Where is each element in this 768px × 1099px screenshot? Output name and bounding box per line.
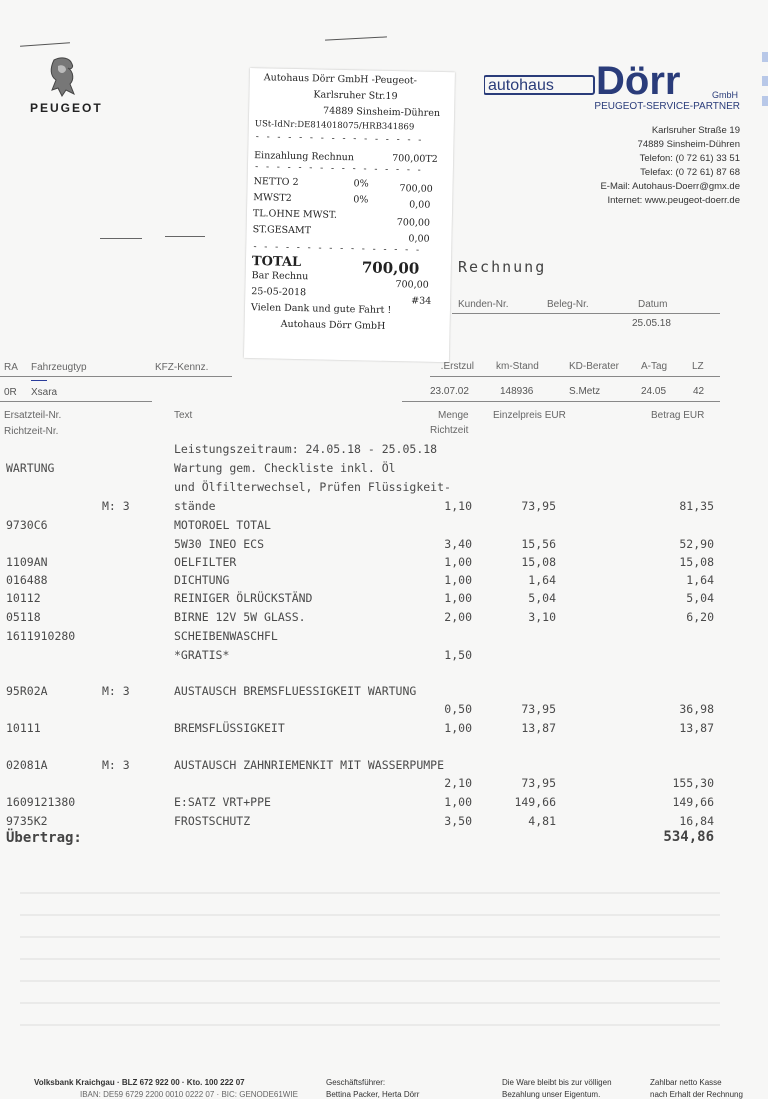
line-item-text: AUSTAUSCH ZAHNRIEMENKIT MIT WASSERPUMPE bbox=[174, 758, 445, 772]
line-item-betrag: 155,30 bbox=[672, 776, 714, 790]
receipt-thanks: Vielen Dank und gute Fahrt ! bbox=[250, 302, 392, 317]
line-item-betrag: 6,20 bbox=[686, 610, 714, 624]
line-item-code: 05118 bbox=[6, 610, 41, 624]
vv-or: 0R bbox=[4, 387, 17, 398]
line-item-preis: 73,95 bbox=[521, 702, 556, 716]
line-item-betrag: 52,90 bbox=[679, 537, 714, 551]
line-item-betrag: 81,35 bbox=[679, 499, 714, 513]
line-item-preis: 4,81 bbox=[528, 814, 556, 828]
line-item-text: AUSTAUSCH BREMSFLUESSIGKEIT WARTUNG bbox=[174, 684, 417, 698]
receipt-head-line: USt-IdNr:DE814018075/HRB341869 bbox=[254, 119, 415, 133]
address-line: Internet: www.peugeot-doerr.de bbox=[607, 195, 740, 206]
receipt-netto-pct: 0% bbox=[353, 178, 369, 190]
line-item-preis: 15,08 bbox=[521, 555, 556, 569]
line-item-betrag: 149,66 bbox=[672, 795, 714, 809]
line-item-m: M: 3 bbox=[102, 758, 130, 772]
line-item-code: 9735K2 bbox=[6, 814, 48, 828]
receipt-total-value: 700,00 bbox=[361, 258, 420, 278]
line-item-menge: 2,10 bbox=[444, 776, 472, 790]
meta-header-kunden: Kunden-Nr. bbox=[458, 299, 509, 310]
edge-mark bbox=[762, 96, 768, 106]
receipt-ohne-label: TL.OHNE MWST. bbox=[252, 208, 338, 221]
vh-km: km-Stand bbox=[496, 361, 539, 372]
line-item-code: 016488 bbox=[6, 573, 48, 587]
vv-lz: 42 bbox=[693, 386, 705, 397]
address-line: 74889 Sinsheim-Dühren bbox=[637, 139, 740, 150]
line-item-text: FROSTSCHUTZ bbox=[174, 814, 251, 828]
line-item-betrag: 13,87 bbox=[679, 721, 714, 735]
line-item-preis: 3,10 bbox=[528, 610, 556, 624]
line-item-preis: 15,56 bbox=[521, 537, 556, 551]
divider bbox=[452, 313, 720, 314]
line-item-betrag: 15,08 bbox=[679, 555, 714, 569]
col-ersatz: Ersatzteil-Nr. bbox=[4, 410, 62, 421]
line-item-preis: 149,66 bbox=[514, 795, 556, 809]
receipt-divider: - - - - - - - - - - - - - - - - bbox=[252, 242, 421, 256]
line-item-text: DICHTUNG bbox=[174, 573, 230, 587]
receipt-gesamt-label: ST.GESAMT bbox=[252, 224, 312, 237]
receipt-date: 25-05-2018 bbox=[251, 286, 307, 299]
line-item-m: M: 3 bbox=[102, 684, 130, 698]
receipt-gesamt-value: 0,00 bbox=[408, 233, 430, 245]
col-einzelpreis: Einzelpreis EUR bbox=[493, 410, 566, 421]
divider bbox=[430, 376, 720, 377]
line-item-preis: 73,95 bbox=[521, 499, 556, 513]
receipt-bar-value: 700,00 bbox=[395, 279, 429, 291]
vh-ra: RA bbox=[4, 362, 18, 373]
receipt-head-line: Autohaus Dörr GmbH -Peugeot- bbox=[263, 72, 417, 87]
line-item-preis: 13,87 bbox=[521, 721, 556, 735]
peugeot-wordmark: PEUGEOT bbox=[30, 101, 103, 115]
line-item-menge: 2,00 bbox=[444, 610, 472, 624]
line-item-code: 95R02A bbox=[6, 684, 48, 698]
receipt-number: #34 bbox=[411, 295, 432, 307]
line-item-text: SCHEIBENWASCHFL bbox=[174, 629, 278, 643]
vv-atag: 24.05 bbox=[641, 386, 667, 397]
svg-text:GmbH: GmbH bbox=[712, 90, 739, 100]
line-item-text: OELFILTER bbox=[174, 555, 237, 569]
line-item-menge: 1,00 bbox=[444, 573, 472, 587]
col-text: Text bbox=[174, 410, 193, 421]
line-item-code: 1109AN bbox=[6, 555, 48, 569]
line-item-menge: 1,10 bbox=[444, 499, 472, 513]
divider bbox=[0, 376, 232, 377]
vh-fahrzeugtyp: Fahrzeugtyp bbox=[31, 362, 87, 373]
peugeot-lion-logo bbox=[44, 56, 84, 98]
vh-kd: KD-Berater bbox=[569, 361, 620, 372]
receipt-divider: - - - - - - - - - - - - - - - - bbox=[253, 162, 422, 176]
receipt-mwst-value: 0,00 bbox=[409, 199, 431, 211]
line-item-m: M: 3 bbox=[102, 499, 130, 513]
receipt-mwst-pct: 0% bbox=[353, 194, 369, 206]
receipt-einzahlung-label: Einzahlung Rechnun bbox=[254, 150, 355, 164]
vv-type: Xsara bbox=[31, 387, 58, 398]
footer-zahlbar2: nach Erhalt der Rechnung bbox=[650, 1090, 743, 1099]
vv-zul: 23.07.02 bbox=[430, 386, 469, 397]
invoice-title: Rechnung bbox=[458, 258, 547, 276]
address-line: Karlsruher Straße 19 bbox=[651, 125, 740, 136]
autohaus-doerr-logo bbox=[484, 50, 754, 102]
divider bbox=[0, 401, 152, 402]
cash-receipt bbox=[244, 68, 455, 362]
meta-header-datum: Datum bbox=[638, 299, 668, 310]
line-item-preis: 73,95 bbox=[521, 776, 556, 790]
receipt-netto-value: 700,00 bbox=[399, 183, 433, 195]
line-item-betrag: 5,04 bbox=[686, 591, 714, 605]
uebertrag-label: Übertrag: bbox=[6, 830, 82, 846]
line-item-code: 9730C6 bbox=[6, 518, 48, 532]
pen-mark bbox=[165, 236, 205, 237]
line-item-text: E:SATZ VRT+PPE bbox=[174, 795, 271, 809]
show-through bbox=[20, 880, 720, 1030]
line-item-betrag: 1,64 bbox=[686, 573, 714, 587]
address-line: E-Mail: Autohaus-Doerr@gmx.de bbox=[600, 181, 740, 192]
pen-mark bbox=[325, 36, 387, 40]
vv-kd: S.Metz bbox=[569, 386, 601, 397]
vh-kfz: KFZ-Kennz. bbox=[155, 362, 209, 373]
line-item-text: *GRATIS* bbox=[174, 648, 230, 662]
footer-eigentum2: Bezahlung unser Eigentum. bbox=[502, 1090, 601, 1099]
line-item-code: 02081A bbox=[6, 758, 48, 772]
receipt-divider: - - - - - - - - - - - - - - - - bbox=[254, 132, 423, 146]
line-item-code: 1609121380 bbox=[6, 795, 76, 809]
receipt-ohne-value: 700,00 bbox=[396, 217, 431, 229]
line-item-text: BREMSFLÜSSIGKEIT bbox=[174, 721, 285, 735]
line-item-text: REINIGER ÖLRÜCKSTÄND bbox=[174, 591, 313, 605]
col-menge: Menge bbox=[438, 410, 469, 421]
line-item-menge: 1,00 bbox=[444, 795, 472, 809]
brand-subtitle: PEUGEOT-SERVICE-PARTNER bbox=[594, 101, 740, 112]
line-item-menge: 3,50 bbox=[444, 814, 472, 828]
svg-text:Dörr: Dörr bbox=[596, 59, 681, 102]
receipt-footer-name: Autohaus Dörr GmbH bbox=[280, 318, 386, 332]
divider bbox=[402, 401, 720, 402]
col-betrag: Betrag EUR bbox=[651, 410, 705, 421]
receipt-head-line: 74889 Sinsheim-Dühren bbox=[322, 105, 441, 119]
footer-gf-label: Geschäftsführer: bbox=[326, 1078, 386, 1087]
line-item-code: 1611910280 bbox=[6, 629, 76, 643]
line-item-menge: 1,00 bbox=[444, 591, 472, 605]
receipt-netto-label: NETTO 2 bbox=[253, 176, 299, 189]
vh-atag: A-Tag bbox=[641, 361, 668, 372]
vv-km: 148936 bbox=[500, 386, 534, 397]
line-item-text: Wartung gem. Checkliste inkl. Öl bbox=[174, 461, 396, 475]
vh-lz: LZ bbox=[692, 361, 704, 372]
line-item-preis: 1,64 bbox=[528, 573, 556, 587]
col-richtzeit: Richtzeit bbox=[430, 425, 469, 436]
uebertrag-value: 534,86 bbox=[663, 829, 714, 845]
receipt-total-label: TOTAL bbox=[251, 254, 302, 271]
line-item-preis: 5,04 bbox=[528, 591, 556, 605]
address-block bbox=[600, 124, 740, 208]
invoice-date: 25.05.18 bbox=[632, 318, 671, 329]
edge-mark bbox=[762, 52, 768, 62]
line-item-text: Leistungszeitraum: 24.05.18 - 25.05.18 bbox=[174, 442, 438, 456]
footer-bank: Volksbank Kraichgau · BLZ 672 922 00 · Kto. 100 222 07 bbox=[34, 1078, 245, 1087]
line-item-text: 5W30 INEO ECS bbox=[174, 537, 265, 551]
pen-mark bbox=[100, 238, 142, 239]
address-line: Telefon: (0 72 61) 33 51 bbox=[639, 153, 740, 164]
line-item-text: BIRNE 12V 5W GLASS. bbox=[174, 610, 306, 624]
footer-gf-names: Bettina Packer, Herta Dörr bbox=[326, 1090, 420, 1099]
line-item-text: stände bbox=[174, 499, 216, 513]
address-line: Telefax: (0 72 61) 87 68 bbox=[640, 167, 740, 178]
pen-mark bbox=[31, 380, 47, 381]
line-item-menge: 1,00 bbox=[444, 721, 472, 735]
brand-autohaus: autohaus bbox=[488, 77, 554, 94]
line-item-menge: 0,50 bbox=[444, 702, 472, 716]
receipt-head-line: Karlsruher Str.19 bbox=[313, 89, 398, 103]
line-item-menge: 1,00 bbox=[444, 555, 472, 569]
line-item-menge: 3,40 bbox=[444, 537, 472, 551]
vh-zul: Erstzul. bbox=[440, 361, 474, 372]
meta-header-beleg: Beleg-Nr. bbox=[547, 299, 589, 310]
pen-mark bbox=[20, 42, 70, 46]
receipt-mwst-label: MWST2 bbox=[253, 192, 292, 204]
col-richtzeit-nr: Richtzeit-Nr. bbox=[4, 426, 59, 437]
footer-eigentum: Die Ware bleibt bis zur völligen bbox=[502, 1078, 612, 1087]
line-item-code: 10112 bbox=[6, 591, 41, 605]
line-item-menge: 1,50 bbox=[444, 648, 472, 662]
edge-mark bbox=[762, 76, 768, 86]
line-item-code: 10111 bbox=[6, 721, 41, 735]
line-item-betrag: 16,84 bbox=[679, 814, 714, 828]
line-item-code: WARTUNG bbox=[6, 461, 55, 475]
receipt-einzahlung-value: 700,00T2 bbox=[392, 152, 438, 165]
footer-iban: IBAN: DE59 6729 2200 0010 0222 07 · BIC: GENODE61WIE bbox=[80, 1090, 298, 1099]
line-item-text: und Ölfilterwechsel, Prüfen Flüssigkeit- bbox=[174, 480, 451, 494]
line-item-betrag: 36,98 bbox=[679, 702, 714, 716]
footer-zahlbar: Zahlbar netto Kasse bbox=[650, 1078, 722, 1087]
line-item-text: MOTOROEL TOTAL bbox=[174, 518, 271, 532]
receipt-bar-label: Bar Rechnu bbox=[251, 270, 309, 283]
